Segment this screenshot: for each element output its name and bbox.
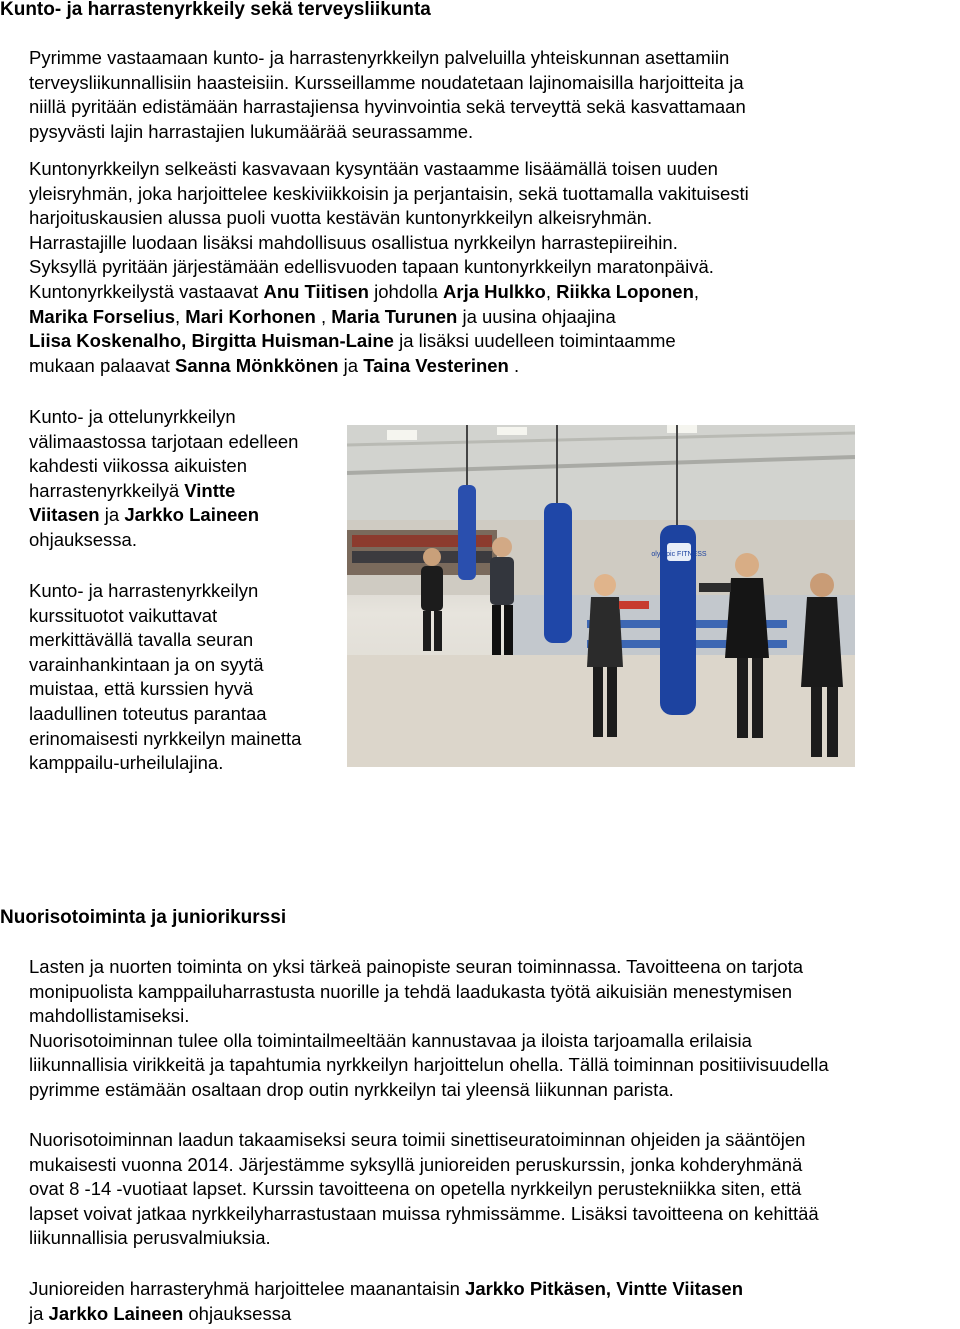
coaches-line: Marika Forselius, Mari Korhonen , Maria Turunen ja uusina ohjaajina — [29, 305, 616, 327]
paragraph-youth-group — [29, 1277, 743, 1326]
paragraph-side-training — [29, 405, 298, 553]
text-line: Nuorisotoiminnan laadun takaamiseksi seura toimii sinettiseuratoiminnan ohjeiden ja sääntöjen — [29, 1129, 806, 1150]
text-line: kahdesti viikossa aikuisten — [29, 455, 247, 477]
text-line: monipuolista kamppailuharrastusta nuorille ja tehdä laadukasta työtä aikuisiän menestymisen — [29, 980, 793, 1002]
paragraph-demand — [29, 157, 749, 378]
text-line: Kunto- ja harrastenyrkkeilyn — [29, 580, 259, 601]
coach-name: Jarkko Laineen — [124, 504, 260, 526]
coach-name: Maria Turunen — [331, 305, 458, 327]
paragraph-intro — [29, 46, 746, 144]
coaches-line: mukaan palaavat Sanna Mönkkönen ja Taina Vesterinen . — [29, 354, 520, 376]
coaches-line: Liisa Koskenalho, Birgitta Huisman-Laine ja lisäksi uudelleen toimintaamme — [29, 330, 676, 352]
coach-name: Arja Hulkko — [443, 280, 546, 302]
section-heading-fitness: Kunto- ja harrastenyrkkeily sekä terveysliikunta — [0, 0, 431, 20]
coach-name: Riikka Loponen — [556, 280, 694, 302]
coach-name: Jarkko Laineen — [48, 1302, 184, 1324]
text-line: Kunto- ja ottelunyrkkeilyn — [29, 406, 236, 427]
paragraph-youth-course — [29, 1128, 819, 1251]
text-line: Harrastajille luodaan lisäksi mahdollisuus osallistua nyrkkeilyn harrastepiireihin. — [29, 231, 678, 253]
text-line: yleisryhmän, joka harjoittelee keskiviikkoisin ja perjantaisin, sekä tuottamalla vakituisesti — [29, 182, 749, 204]
text-line: laadullinen toteutus parantaa — [29, 702, 267, 724]
text-line: Syksyllä pyritään järjestämään edellisvuoden tapaan kuntonyrkkeilyn maratonpäivä. — [29, 256, 714, 278]
text-line: ohjauksessa. — [29, 528, 137, 550]
coach-name: Jarkko Pitkäsen, Vintte Viitasen — [465, 1278, 744, 1299]
text-line: välimaastossa tarjotaan edelleen — [29, 430, 299, 452]
text-line: liikunnallisia perusvalmiuksia. — [29, 1227, 271, 1249]
text-line: Lasten ja nuorten toiminta on yksi tärkeä painopiste seuran toiminnassa. Tavoitteena on tarjota — [29, 956, 804, 977]
coaches-line: Kuntonyrkkeilystä vastaavat Anu Tiitisen johdolla Arja Hulkko, Riikka Loponen, — [29, 280, 700, 302]
text-line: lapset voivat jatkaa nyrkkeilyharrastustaan muissa ryhmissämme. Lisäksi tavoitteena on kehittää — [29, 1202, 819, 1224]
text-line: liikunnallisia virikkeitä ja tapahtumia nyrkkeilyn harjoittelun ohella. Tällä toiminnan positiivisuudella — [29, 1054, 829, 1076]
coach-name: Marika Forselius — [29, 305, 176, 327]
text-line: Junioreiden harrasteryhmä harjoittelee maanantaisin Jarkko Pitkäsen, Vintte Viitasen — [29, 1278, 744, 1299]
text-line: niillä pyritään edistämään harrastajiensa hyvinvointia sekä terveyttä sekä kasvattamaan — [29, 96, 746, 118]
text-line: varainhankintaan ja on syytä — [29, 653, 264, 675]
text-line: kurssituotot vaikuttavat — [29, 604, 218, 626]
section-heading-youth: Nuorisotoiminta ja juniorikurssi — [0, 907, 287, 928]
coach-name: Sanna Mönkkönen — [175, 354, 339, 376]
text-line: mukaisesti vuonna 2014. Järjestämme syksyllä junioreiden peruskurssin, jonka kohderyhmänä — [29, 1153, 803, 1175]
text-line: Nuorisotoiminnan tulee olla toimintailmeeltään kannustavaa ja iloista tarjoamalla erilaisia — [29, 1029, 752, 1051]
coach-name: Liisa Koskenalho, — [29, 330, 187, 352]
coach-name: Anu Tiitisen — [263, 280, 369, 302]
text-line: harrastenyrkkeilyä Vintte — [29, 479, 236, 501]
text-line: mahdollistamiseksi. — [29, 1005, 190, 1027]
text-line: harjoituskausien alussa puoli vuotta kestävän kuntonyrkkeilyn alkeisryhmän. — [29, 207, 653, 229]
coach-name: Vintte — [184, 479, 236, 501]
bag-brand-label: olympic FITNESS — [651, 551, 707, 558]
boxing-gym-photo — [347, 425, 855, 767]
paragraph-youth-intro — [29, 955, 829, 1103]
text-line: Viitasen ja Jarkko Laineen — [29, 504, 260, 526]
text-line: pysyvästi lajin harrastajien lukumäärää seurassamme. — [29, 120, 474, 142]
text-line: erinomaisesti nyrkkeilyn mainetta — [29, 727, 302, 749]
text-line: terveysliikunnallisiin haasteisiin. Kursseillamme noudatetaan lajinomaisilla harjoitteita ja — [29, 71, 744, 93]
coach-name: Viitasen — [29, 504, 100, 526]
text-line: merkittävällä tavalla seuran — [29, 629, 254, 651]
text-line: muistaa, että kurssien hyvä — [29, 678, 254, 700]
coach-name: Mari Korhonen — [185, 305, 316, 327]
text-line: ja Jarkko Laineen ohjauksessa — [29, 1302, 292, 1324]
text-line: Pyrimme vastaamaan kunto- ja harrastenyrkkeilyn palveluilla yhteiskunnan asettamiin — [29, 47, 730, 68]
coach-name: Taina Vesterinen — [363, 354, 509, 376]
text-line: ovat 8 -14 -vuotiaat lapset. Kurssin tavoitteena on opetella nyrkkeilyn perustekniikka siten, että — [29, 1178, 802, 1200]
text-line: Kuntonyrkkeilyn selkeästi kasvavaan kysyntään vastaamme lisäämällä toisen uuden — [29, 158, 718, 179]
paragraph-side-revenue — [29, 579, 301, 776]
text-line: pyrimme estämään osaltaan drop outin nyrkkeilyn tai yleensä liikunnan parista. — [29, 1078, 674, 1100]
text-line: kamppailu-urheilulajina. — [29, 752, 224, 774]
coach-name: Birgitta Huisman-Laine — [191, 330, 394, 352]
